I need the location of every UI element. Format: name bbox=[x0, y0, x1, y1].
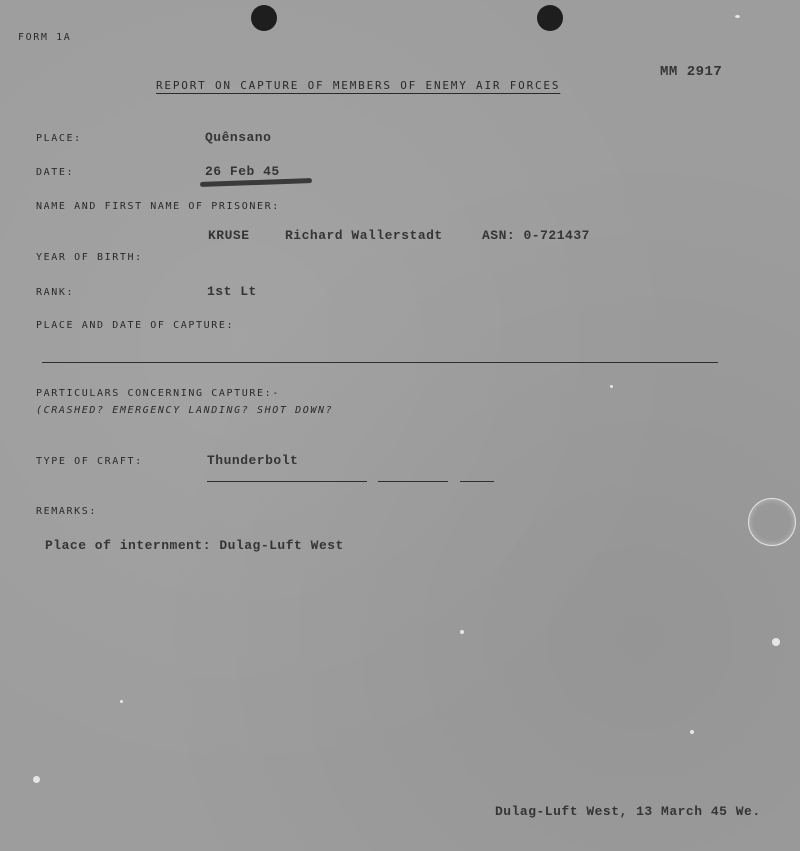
prisoner-given-names: Richard Wallerstadt bbox=[285, 228, 443, 243]
prisoner-surname: KRUSE bbox=[208, 228, 250, 243]
signature-line: Dulag-Luft West, 13 March 45 We. bbox=[495, 804, 761, 819]
date-underline-scribble bbox=[200, 178, 312, 187]
page-title: REPORT ON CAPTURE OF MEMBERS OF ENEMY AIR FORCES bbox=[156, 79, 561, 92]
craft-line-1 bbox=[207, 481, 367, 482]
rank-label: RANK: bbox=[36, 287, 75, 298]
punch-hole-right bbox=[537, 5, 563, 31]
paper-speck bbox=[690, 730, 694, 734]
paper-speck bbox=[610, 385, 613, 388]
form-number: FORM 1A bbox=[18, 32, 72, 43]
reference-number: MM 2917 bbox=[660, 64, 723, 80]
date-label: DATE: bbox=[36, 167, 75, 178]
paper-speck bbox=[120, 700, 123, 703]
paper-speck bbox=[460, 630, 464, 634]
year-of-birth-label: YEAR OF BIRTH: bbox=[36, 252, 143, 263]
paper-speck bbox=[33, 776, 40, 783]
place-value: Quênsano bbox=[205, 130, 272, 145]
rank-value: 1st Lt bbox=[207, 284, 257, 299]
craft-line-3 bbox=[460, 481, 494, 482]
prisoner-name-label: NAME AND FIRST NAME OF PRISONER: bbox=[36, 201, 280, 212]
paper-speck bbox=[772, 638, 780, 646]
craft-type-label: TYPE OF CRAFT: bbox=[36, 456, 143, 467]
capture-line bbox=[42, 362, 718, 363]
prisoner-asn: ASN: 0-721437 bbox=[482, 228, 590, 243]
particulars-label: PARTICULARS CONCERNING CAPTURE:- bbox=[36, 388, 280, 399]
paper-speck bbox=[735, 15, 740, 18]
place-label: PLACE: bbox=[36, 133, 82, 144]
craft-line-2 bbox=[378, 481, 448, 482]
paper-blotch bbox=[748, 498, 796, 546]
remarks-label: REMARKS: bbox=[36, 506, 97, 517]
punch-hole-left bbox=[251, 5, 277, 31]
remarks-value: Place of internment: Dulag-Luft West bbox=[45, 538, 344, 553]
date-value: 26 Feb 45 bbox=[205, 164, 280, 179]
capture-place-date-label: PLACE AND DATE OF CAPTURE: bbox=[36, 320, 235, 331]
particulars-options: (CRASHED? EMERGENCY LANDING? SHOT DOWN? bbox=[36, 405, 334, 416]
craft-type-value: Thunderbolt bbox=[207, 453, 299, 468]
